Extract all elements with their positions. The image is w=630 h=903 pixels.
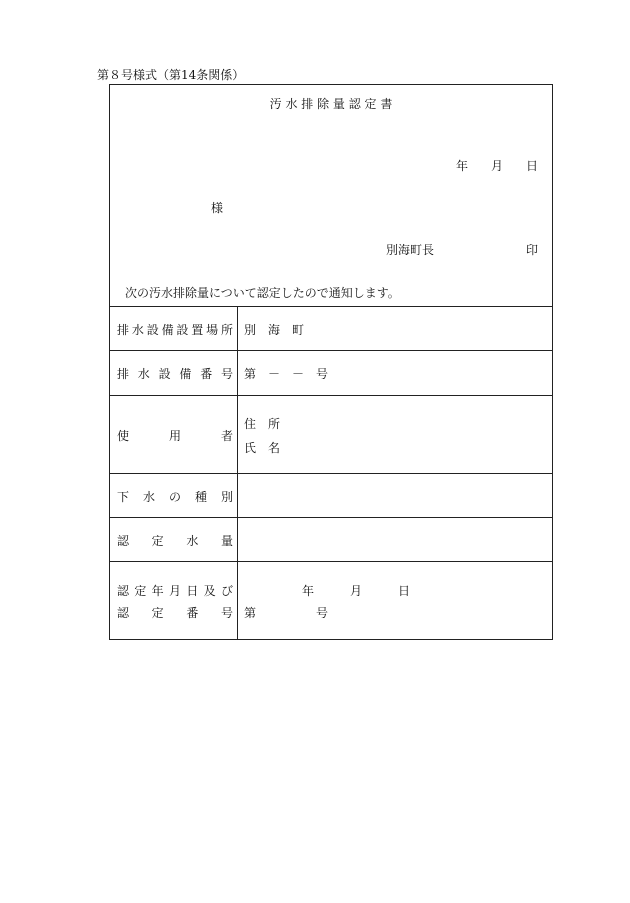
form-number: 第８号様式（第14条関係） <box>97 68 245 82</box>
row-label <box>110 396 238 473</box>
cert-number-suffix: 号 <box>316 606 329 620</box>
cert-date-year: 年 <box>302 584 315 598</box>
row-equipment-number <box>110 351 552 396</box>
label-user: 使用者 <box>117 429 233 443</box>
date-year-label: 年 <box>456 159 469 173</box>
value-installation-location: 別 海 町 <box>244 323 305 337</box>
row-label <box>110 307 238 350</box>
row-label <box>110 562 238 639</box>
notice-text: 次の汚水排除量について認定したので通知します。 <box>125 286 400 300</box>
addressee-suffix: 様 <box>211 201 224 215</box>
cert-date-day: 日 <box>398 584 411 598</box>
cert-number-prefix: 第 <box>244 606 257 620</box>
seal-mark: 印 <box>526 243 539 257</box>
label-certification-date: 認定年月日及び <box>117 584 233 598</box>
certificate-header <box>110 85 552 307</box>
row-certified-volume <box>110 518 552 562</box>
label-certification-number: 認定番号 <box>117 606 233 620</box>
issuer-name: 別海町長 <box>386 243 435 257</box>
date-day-label: 日 <box>526 159 539 173</box>
user-name-label: 氏 名 <box>244 441 281 455</box>
date-month-label: 月 <box>491 159 504 173</box>
user-address-label: 住 所 <box>244 417 281 431</box>
row-sewage-type <box>110 474 552 518</box>
label-equipment-number: 排水設備番号 <box>117 367 233 381</box>
label-installation-location: 排水設備設置場所 <box>117 323 233 337</box>
label-certified-volume: 認定水量 <box>117 534 233 548</box>
certificate-title: 汚 水 排 除 量 認 定 書 <box>269 97 393 111</box>
row-label <box>110 351 238 395</box>
row-user <box>110 396 552 474</box>
row-label <box>110 518 238 561</box>
certificate-form <box>109 84 553 640</box>
row-certification-date-number <box>110 562 552 639</box>
value-equipment-number: 第 － － 号 <box>244 367 329 381</box>
label-sewage-type: 下水の種別 <box>117 490 233 504</box>
row-installation-location <box>110 307 552 351</box>
row-label <box>110 474 238 517</box>
cert-date-month: 月 <box>350 584 363 598</box>
